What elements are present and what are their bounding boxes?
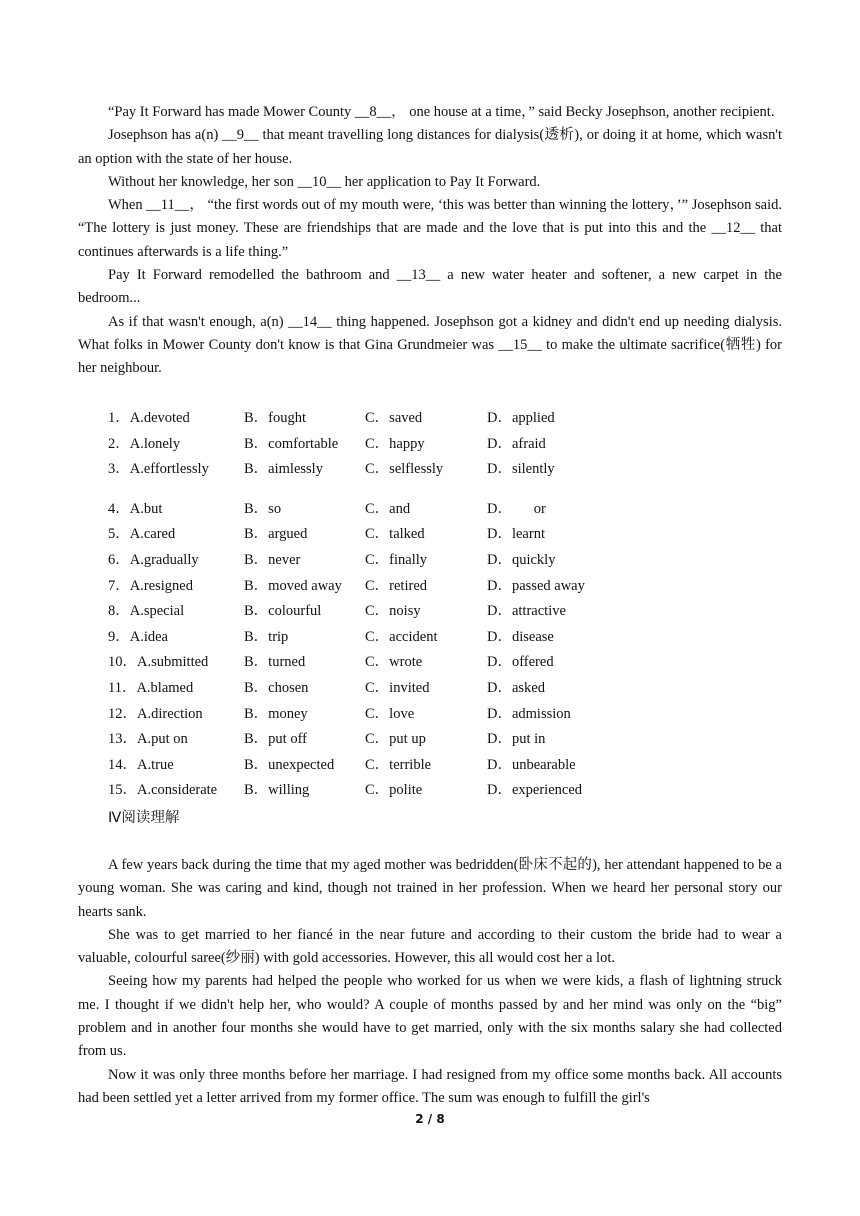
- option-b: B．turned: [244, 654, 306, 671]
- paragraph: As if that wasn't enough, a(n) __14__ thing happened. Josephson got a kidney and didn't end up needing dialysis. What folks in Mower County don't know is that Gina Grundmeier was __15__ to make the ultimate sacrifice(牺牲) for her neighbour.: [78, 313, 782, 377]
- option-row: [108, 778, 788, 804]
- option-a: 2．A.lonely: [108, 435, 181, 452]
- option-row: [108, 676, 788, 702]
- option-d: D．silently: [487, 461, 555, 478]
- option-row: [108, 432, 788, 458]
- option-b: B．fought: [244, 410, 307, 426]
- paragraph: She was to get married to her fiancé in the near future and according to their custom the bride had to wear a valuable, colourful saree(纱丽) with gold accessories. However, this all would cost her a lot.: [78, 926, 782, 967]
- option-b: B．moved away: [244, 577, 342, 594]
- option-b: B．colourful: [244, 603, 322, 620]
- option-a: 7．A.resigned: [108, 577, 193, 594]
- option-c: C．happy: [365, 435, 425, 452]
- option-c: C．and: [365, 500, 411, 517]
- option-d: D． or: [487, 500, 546, 517]
- option-row: [108, 727, 788, 753]
- passage-cloze: [78, 101, 782, 381]
- paragraph: A few years back during the time that my aged mother was bedridden(卧床不起的), her attendant happened to be a young woman. She was caring and kind, though not trained in her profession. When we heard her personal story our hearts sank.: [78, 857, 782, 920]
- passage-reading: [78, 854, 782, 1110]
- option-row: [108, 497, 788, 523]
- paragraph: When __11__， “the first words out of my mouth were, ‘this was better than winning the lottery，’” Josephson said. “The lottery is just money. These are friendships that are made and the love that is put into this and the __12__ that continues afterwards is a life thing.”: [78, 197, 782, 260]
- answer-options: [108, 406, 788, 804]
- option-b: B．argued: [244, 526, 308, 543]
- option-d: D．afraid: [487, 435, 546, 452]
- option-row: [108, 548, 788, 574]
- option-b: B．chosen: [244, 679, 309, 696]
- option-c: C．polite: [365, 782, 423, 799]
- option-b: B．willing: [244, 782, 310, 799]
- option-row: [108, 625, 788, 651]
- option-c: C．noisy: [365, 603, 421, 620]
- option-b: B．comfortable: [244, 435, 339, 452]
- option-row: [108, 753, 788, 779]
- option-a: 11．A.blamed: [108, 679, 194, 696]
- option-c: C．talked: [365, 526, 425, 543]
- option-a: 9．A.idea: [108, 628, 168, 645]
- option-row: [108, 650, 788, 676]
- option-c: C．invited: [365, 679, 430, 696]
- option-row: [108, 522, 788, 548]
- option-d: D．attractive: [487, 603, 566, 620]
- option-c: C．terrible: [365, 756, 432, 773]
- paragraph: Josephson has a(n) __9__ that meant travelling long distances for dialysis(透析), or doing it at home, which wasn't an option with the state of her house.: [78, 127, 782, 167]
- option-a: 1．A.devoted: [108, 410, 190, 426]
- option-row: [108, 457, 788, 483]
- option-row: [108, 574, 788, 600]
- option-b: B．unexpected: [244, 756, 335, 773]
- option-d: D．unbearable: [487, 756, 576, 773]
- option-c: C．wrote: [365, 654, 423, 671]
- option-d: D．asked: [487, 679, 545, 696]
- option-b: B．money: [244, 705, 308, 722]
- option-d: D．experienced: [487, 782, 583, 799]
- option-c: C．accident: [365, 628, 438, 645]
- option-a: 10．A.submitted: [108, 654, 209, 671]
- option-a: 12．A.direction: [108, 705, 203, 722]
- option-b: B．aimlessly: [244, 461, 323, 478]
- option-a: 4．A.but: [108, 500, 163, 517]
- paragraph: Pay It Forward remodelled the bathroom and __13__ a new water heater and softener, a new carpet in the bedroom...: [78, 267, 782, 307]
- option-d: D．passed away: [487, 577, 585, 594]
- option-row: [108, 406, 788, 432]
- option-d: D．quickly: [487, 551, 556, 568]
- page-number: 2 / 8: [415, 1112, 445, 1126]
- option-c: C．put up: [365, 731, 426, 748]
- paragraph: “Pay It Forward has made Mower County __8__， one house at a time，” said Becky Josephson, another recipient.: [108, 104, 775, 120]
- option-c: C．finally: [365, 551, 428, 568]
- option-c: C．saved: [365, 410, 423, 426]
- option-a: 5．A.cared: [108, 526, 176, 543]
- paragraph: Without her knowledge, her son __10__ her application to Pay It Forward.: [108, 173, 541, 190]
- option-b: B．so: [244, 500, 282, 517]
- option-c: C．love: [365, 705, 415, 722]
- option-a: 15．A.considerate: [108, 782, 218, 799]
- option-a: 3．A.effortlessly: [108, 461, 209, 478]
- paragraph: Seeing how my parents had helped the people who worked for us when we were kids, a flash of lightning struck me. I thought if we didn't help her, who would? A couple of months passed by and her mind was only on the “big” problem and in another four months she would have to get married, only with the six months salary she had collected from us.: [78, 973, 782, 1060]
- option-d: D．disease: [487, 628, 554, 645]
- option-d: D．admission: [487, 705, 571, 722]
- option-d: D．applied: [487, 410, 555, 426]
- paragraph: Now it was only three months before her marriage. I had resigned from my office some months back. All accounts had been settled yet a letter arrived from my former office. The sum was enough to fulfill the girl's: [78, 1066, 782, 1106]
- option-a: 6．A.gradually: [108, 551, 199, 568]
- option-d: D．put in: [487, 731, 546, 748]
- option-c: C．retired: [365, 577, 428, 594]
- option-b: B．trip: [244, 628, 289, 645]
- option-b: B．put off: [244, 731, 307, 748]
- option-d: D．learnt: [487, 526, 545, 543]
- option-row: [108, 599, 788, 625]
- option-c: C．selflessly: [365, 461, 444, 478]
- option-row: [108, 702, 788, 728]
- option-d: D．offered: [487, 654, 554, 671]
- option-a: 8．A.special: [108, 603, 185, 620]
- section-heading: Ⅳ阅读理解: [108, 810, 180, 826]
- option-a: 14．A.true: [108, 756, 174, 773]
- option-a: 13．A.put on: [108, 731, 188, 748]
- option-b: B．never: [244, 551, 301, 568]
